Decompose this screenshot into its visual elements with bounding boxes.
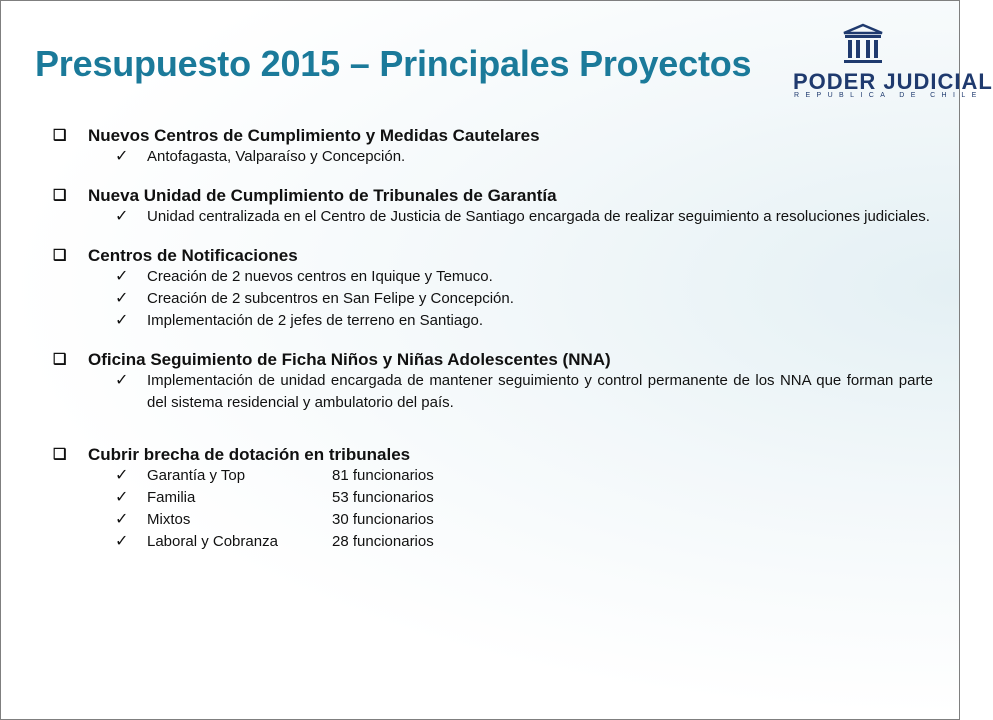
section-heading: Nueva Unidad de Cumplimiento de Tribunales de Garantía [88, 186, 557, 205]
logo-name: PODER JUDICIAL [793, 69, 993, 94]
checkmark-icon: ✓ [115, 268, 129, 285]
staff-count: 30 funcionarios [332, 511, 434, 528]
section-brecha-dotacion [53, 444, 933, 553]
staff-row [115, 509, 933, 531]
staff-category: Laboral y Cobranza [147, 533, 278, 550]
staff-count: 81 funcionarios [332, 467, 434, 484]
checkbox-bullet-icon: ❑ [53, 446, 67, 463]
list-item: ✓ Implementación de unidad encargada de mantener seguimiento y control permanente de los NNA que forman parte del sistema residencial y ambulatorio del país. [115, 372, 933, 411]
slide-title: Presupuesto 2015 – Principales Proyectos [35, 43, 752, 84]
section-heading: Cubrir brecha de dotación en tribunales [88, 445, 411, 464]
section-heading: Nuevos Centros de Cumplimiento y Medidas Cautelares [88, 126, 540, 145]
poder-judicial-logo [791, 23, 993, 103]
checkbox-bullet-icon: ❑ [53, 187, 67, 204]
checkbox-bullet-icon: ❑ [53, 127, 67, 144]
slide-content [53, 125, 933, 570]
checkbox-bullet-icon: ❑ [53, 247, 67, 264]
staff-row [115, 487, 933, 509]
checkmark-icon: ✓ [115, 312, 129, 329]
staff-count: 28 funcionarios [332, 533, 434, 550]
logo-subtitle: REPUBLICA DE CHILE [794, 92, 983, 99]
checkmark-icon: ✓ [115, 489, 129, 506]
section-oficina-nna [53, 349, 933, 414]
section-heading: Centros de Notificaciones [88, 246, 298, 265]
list-item: ✓ Creación de 2 nuevos centros en Iquique y Temuco. [115, 266, 933, 288]
staff-category: Garantía y Top [147, 467, 246, 484]
staff-count: 53 funcionarios [332, 489, 434, 506]
checkmark-icon: ✓ [115, 467, 129, 484]
staff-category: Familia [147, 489, 196, 506]
list-item: ✓ Antofagasta, Valparaíso y Concepción. [115, 146, 933, 168]
list-item: ✓ Implementación de 2 jefes de terreno en Santiago. [115, 310, 933, 332]
section-unidad-cumplimiento [53, 185, 933, 228]
section-centros-notificaciones [53, 245, 933, 332]
section-centros-cumplimiento [53, 125, 933, 168]
checkmark-icon: ✓ [115, 533, 129, 550]
list-item: ✓ Unidad centralizada en el Centro de Justicia de Santiago encargada de realizar seguimiento a resoluciones judiciales. [115, 206, 933, 228]
checkmark-icon: ✓ [115, 290, 129, 307]
staff-row [115, 531, 933, 553]
courthouse-icon [841, 23, 885, 67]
staff-row [115, 465, 933, 487]
list-item: ✓ Creación de 2 subcentros en San Felipe y Concepción. [115, 288, 933, 310]
checkmark-icon: ✓ [115, 208, 129, 225]
checkmark-icon: ✓ [115, 511, 129, 528]
section-heading: Oficina Seguimiento de Ficha Niños y Niñas Adolescentes (NNA) [88, 350, 611, 369]
checkbox-bullet-icon: ❑ [53, 351, 67, 368]
checkmark-icon: ✓ [115, 372, 129, 389]
checkmark-icon: ✓ [115, 148, 129, 165]
staff-category: Mixtos [147, 511, 191, 528]
